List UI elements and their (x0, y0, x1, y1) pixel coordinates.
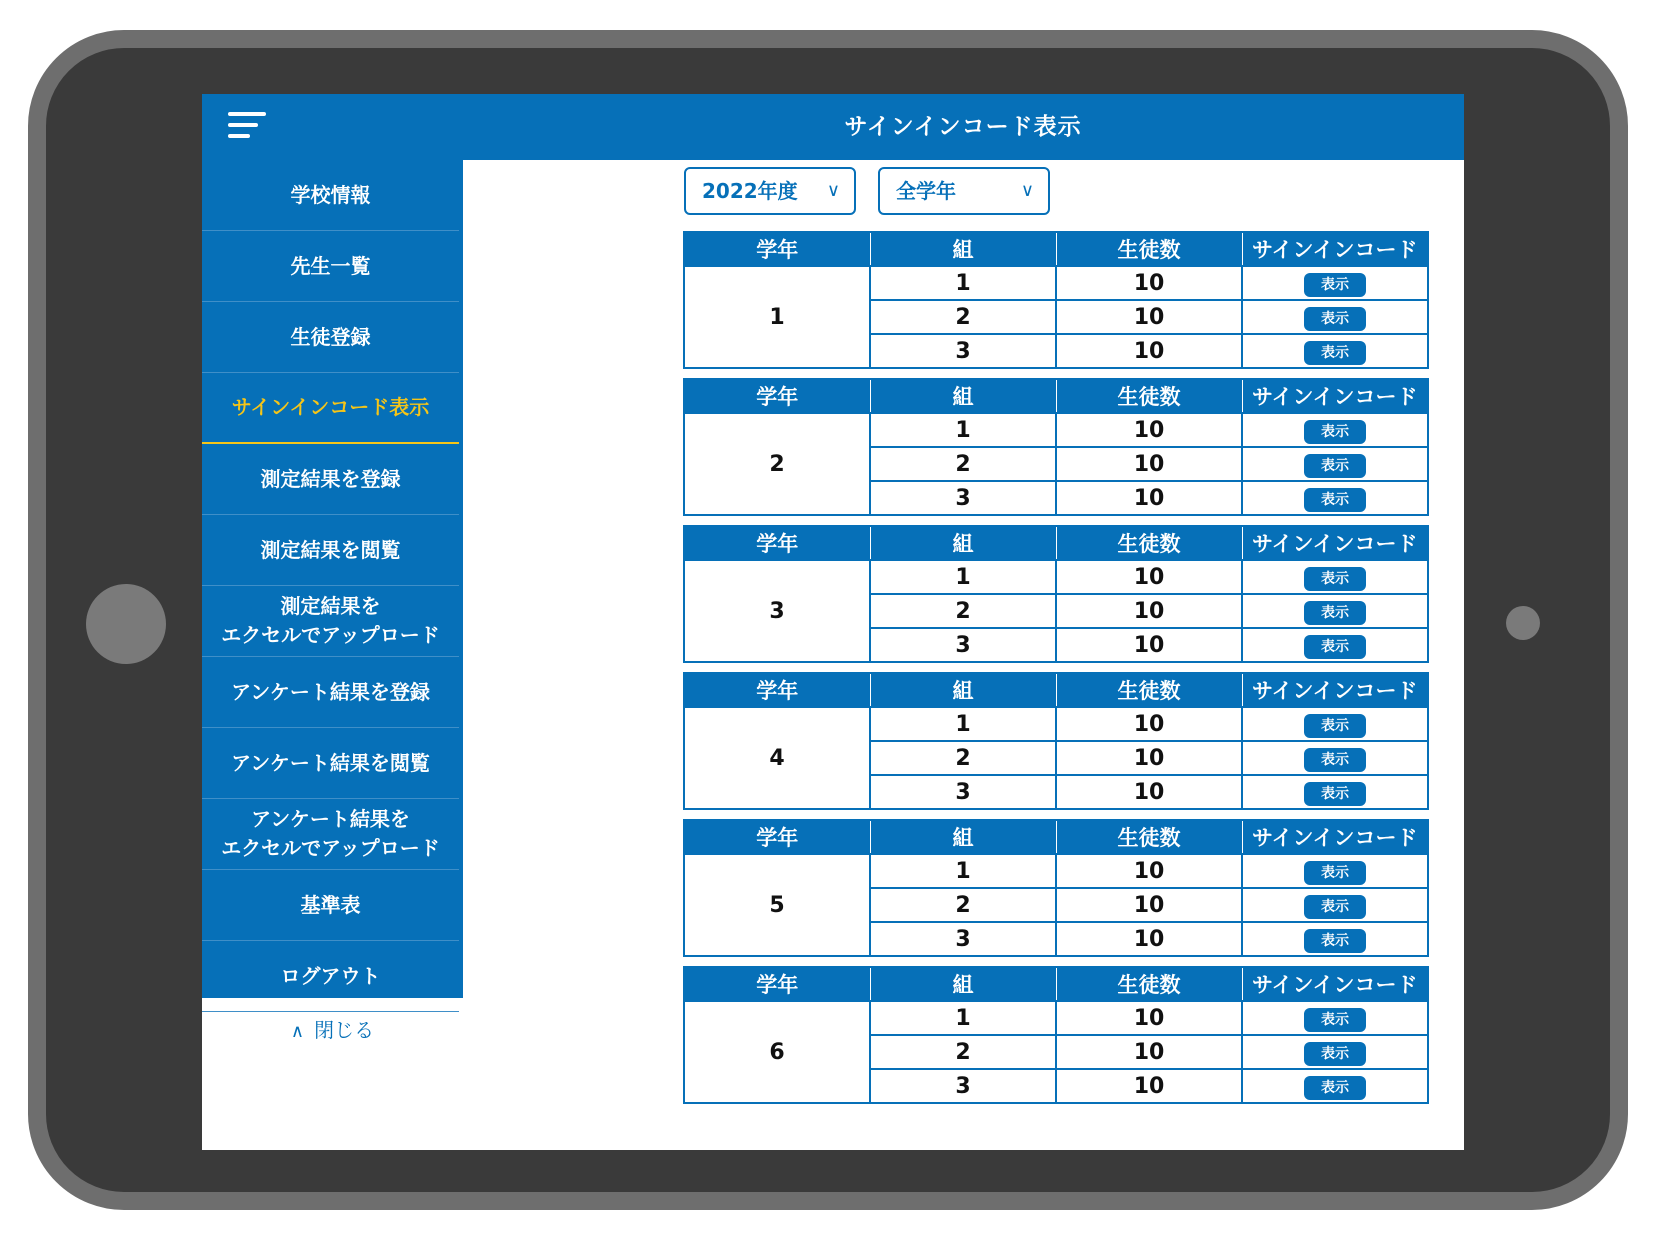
home-button (86, 584, 166, 664)
signin-code-cell (1242, 334, 1428, 368)
grade-select-value: 全学年 (896, 179, 956, 203)
column-header: 組 (870, 379, 1056, 413)
student-count-cell: 10 (1056, 481, 1242, 515)
show-code-button[interactable]: 表示 (1304, 1042, 1366, 1066)
chevron-up-icon: ∧ (290, 1021, 305, 1042)
student-count-cell: 10 (1056, 413, 1242, 447)
grade-table (683, 672, 1429, 810)
sidebar-item-1[interactable]: 先生一覧 (202, 231, 459, 302)
show-code-button[interactable]: 表示 (1304, 1076, 1366, 1100)
class-cell: 1 (870, 707, 1056, 741)
camera (1506, 606, 1540, 640)
grade-cell: 2 (684, 413, 870, 515)
column-header: 学年 (684, 820, 870, 854)
student-count-cell: 10 (1056, 854, 1242, 888)
show-code-button[interactable]: 表示 (1304, 929, 1366, 953)
table-row (684, 266, 1428, 300)
column-header: 学年 (684, 673, 870, 707)
column-header: 生徒数 (1056, 379, 1242, 413)
signin-code-cell (1242, 628, 1428, 662)
sidebar-item-4[interactable]: 測定結果を登録 (202, 444, 459, 515)
class-cell: 3 (870, 1069, 1056, 1103)
class-cell: 2 (870, 1035, 1056, 1069)
chevron-down-icon: ∨ (1020, 180, 1034, 201)
sidebar-item-9[interactable]: アンケート結果を エクセルでアップロード (202, 799, 459, 870)
sidebar-close-label: 閉じる (314, 1018, 375, 1042)
sidebar-item-6[interactable]: 測定結果を エクセルでアップロード (202, 586, 459, 657)
sidebar-item-3[interactable]: サインインコード表示 (202, 373, 459, 444)
show-code-button[interactable]: 表示 (1304, 341, 1366, 365)
signin-code-cell (1242, 888, 1428, 922)
column-header: 学年 (684, 379, 870, 413)
table-header-row (684, 379, 1428, 413)
student-count-cell: 10 (1056, 1035, 1242, 1069)
signin-code-cell (1242, 707, 1428, 741)
signin-code-cell (1242, 560, 1428, 594)
column-header: サインインコード (1242, 379, 1428, 413)
class-cell: 1 (870, 560, 1056, 594)
signin-code-cell (1242, 1001, 1428, 1035)
column-header: 学年 (684, 232, 870, 266)
table-header-row (684, 820, 1428, 854)
show-code-button[interactable]: 表示 (1304, 488, 1366, 512)
column-header: 組 (870, 967, 1056, 1001)
class-cell: 3 (870, 334, 1056, 368)
sidebar-item-8[interactable]: アンケート結果を閲覧 (202, 728, 459, 799)
signin-code-cell (1242, 481, 1428, 515)
class-cell: 3 (870, 922, 1056, 956)
table-row (684, 413, 1428, 447)
show-code-button[interactable]: 表示 (1304, 601, 1366, 625)
grade-cell: 1 (684, 266, 870, 368)
grade-table (683, 966, 1429, 1104)
show-code-button[interactable]: 表示 (1304, 307, 1366, 331)
column-header: 組 (870, 526, 1056, 560)
show-code-button[interactable]: 表示 (1304, 635, 1366, 659)
class-cell: 2 (870, 888, 1056, 922)
signin-code-cell (1242, 413, 1428, 447)
student-count-cell: 10 (1056, 922, 1242, 956)
class-cell: 2 (870, 447, 1056, 481)
class-cell: 2 (870, 594, 1056, 628)
student-count-cell: 10 (1056, 266, 1242, 300)
signin-code-cell (1242, 300, 1428, 334)
class-cell: 3 (870, 775, 1056, 809)
column-header: 生徒数 (1056, 232, 1242, 266)
table-header-row (684, 526, 1428, 560)
signin-code-cell (1242, 854, 1428, 888)
column-header: 生徒数 (1056, 673, 1242, 707)
signin-code-cell (1242, 922, 1428, 956)
grade-table (683, 525, 1429, 663)
sidebar-close-button[interactable] (202, 1014, 463, 1043)
student-count-cell: 10 (1056, 300, 1242, 334)
show-code-button[interactable]: 表示 (1304, 782, 1366, 806)
app-screen (202, 94, 1464, 1150)
show-code-button[interactable]: 表示 (1304, 861, 1366, 885)
column-header: 組 (870, 673, 1056, 707)
column-header: 組 (870, 820, 1056, 854)
show-code-button[interactable]: 表示 (1304, 273, 1366, 297)
class-cell: 1 (870, 266, 1056, 300)
year-select[interactable] (684, 167, 856, 215)
table-row (684, 707, 1428, 741)
signin-code-cell (1242, 266, 1428, 300)
show-code-button[interactable]: 表示 (1304, 454, 1366, 478)
student-count-cell: 10 (1056, 560, 1242, 594)
signin-code-cell (1242, 447, 1428, 481)
show-code-button[interactable]: 表示 (1304, 748, 1366, 772)
show-code-button[interactable]: 表示 (1304, 567, 1366, 591)
signin-code-cell (1242, 1069, 1428, 1103)
grade-cell: 5 (684, 854, 870, 956)
table-header-row (684, 673, 1428, 707)
class-cell: 1 (870, 854, 1056, 888)
column-header: 組 (870, 232, 1056, 266)
sidebar-item-0[interactable]: 学校情報 (202, 160, 459, 231)
signin-code-cell (1242, 775, 1428, 809)
column-header: 学年 (684, 526, 870, 560)
student-count-cell: 10 (1056, 888, 1242, 922)
column-header: 学年 (684, 967, 870, 1001)
top-bar (202, 94, 1464, 160)
show-code-button[interactable]: 表示 (1304, 895, 1366, 919)
sidebar-nav (202, 160, 463, 998)
grade-cell: 6 (684, 1001, 870, 1103)
column-header: サインインコード (1242, 673, 1428, 707)
student-count-cell: 10 (1056, 1069, 1242, 1103)
show-code-button[interactable]: 表示 (1304, 1008, 1366, 1032)
student-count-cell: 10 (1056, 447, 1242, 481)
student-count-cell: 10 (1056, 741, 1242, 775)
table-header-row (684, 967, 1428, 1001)
table-row (684, 560, 1428, 594)
show-code-button[interactable]: 表示 (1304, 714, 1366, 738)
class-cell: 3 (870, 628, 1056, 662)
grade-table (683, 819, 1429, 957)
chevron-down-icon: ∨ (826, 180, 840, 201)
column-header: サインインコード (1242, 967, 1428, 1001)
column-header: サインインコード (1242, 526, 1428, 560)
sidebar-item-5[interactable]: 測定結果を閲覧 (202, 515, 459, 586)
student-count-cell: 10 (1056, 775, 1242, 809)
hamburger-menu-icon[interactable] (228, 108, 268, 142)
show-code-button[interactable]: 表示 (1304, 420, 1366, 444)
grade-table (683, 231, 1429, 369)
grade-table (683, 378, 1429, 516)
sidebar-item-7[interactable]: アンケート結果を登録 (202, 657, 459, 728)
class-cell: 3 (870, 481, 1056, 515)
sidebar-item-2[interactable]: 生徒登録 (202, 302, 459, 373)
grade-cell: 3 (684, 560, 870, 662)
student-count-cell: 10 (1056, 1001, 1242, 1035)
table-header-row (684, 232, 1428, 266)
column-header: 生徒数 (1056, 820, 1242, 854)
signin-code-cell (1242, 741, 1428, 775)
column-header: サインインコード (1242, 820, 1428, 854)
page-title: サインインコード表示 (844, 114, 1082, 140)
grade-select[interactable] (878, 167, 1050, 215)
class-cell: 1 (870, 1001, 1056, 1035)
class-cell: 1 (870, 413, 1056, 447)
class-cell: 2 (870, 741, 1056, 775)
student-count-cell: 10 (1056, 594, 1242, 628)
column-header: 生徒数 (1056, 526, 1242, 560)
student-count-cell: 10 (1056, 707, 1242, 741)
student-count-cell: 10 (1056, 628, 1242, 662)
table-row (684, 854, 1428, 888)
signin-code-cell (1242, 1035, 1428, 1069)
grade-cell: 4 (684, 707, 870, 809)
student-count-cell: 10 (1056, 334, 1242, 368)
year-select-value: 2022年度 (702, 179, 798, 203)
signin-code-cell (1242, 594, 1428, 628)
table-row (684, 1001, 1428, 1035)
column-header: 生徒数 (1056, 967, 1242, 1001)
class-cell: 2 (870, 300, 1056, 334)
column-header: サインインコード (1242, 232, 1428, 266)
sidebar-item-10[interactable]: 基準表 (202, 870, 459, 941)
sidebar-item-11[interactable]: ログアウト (202, 941, 459, 1012)
